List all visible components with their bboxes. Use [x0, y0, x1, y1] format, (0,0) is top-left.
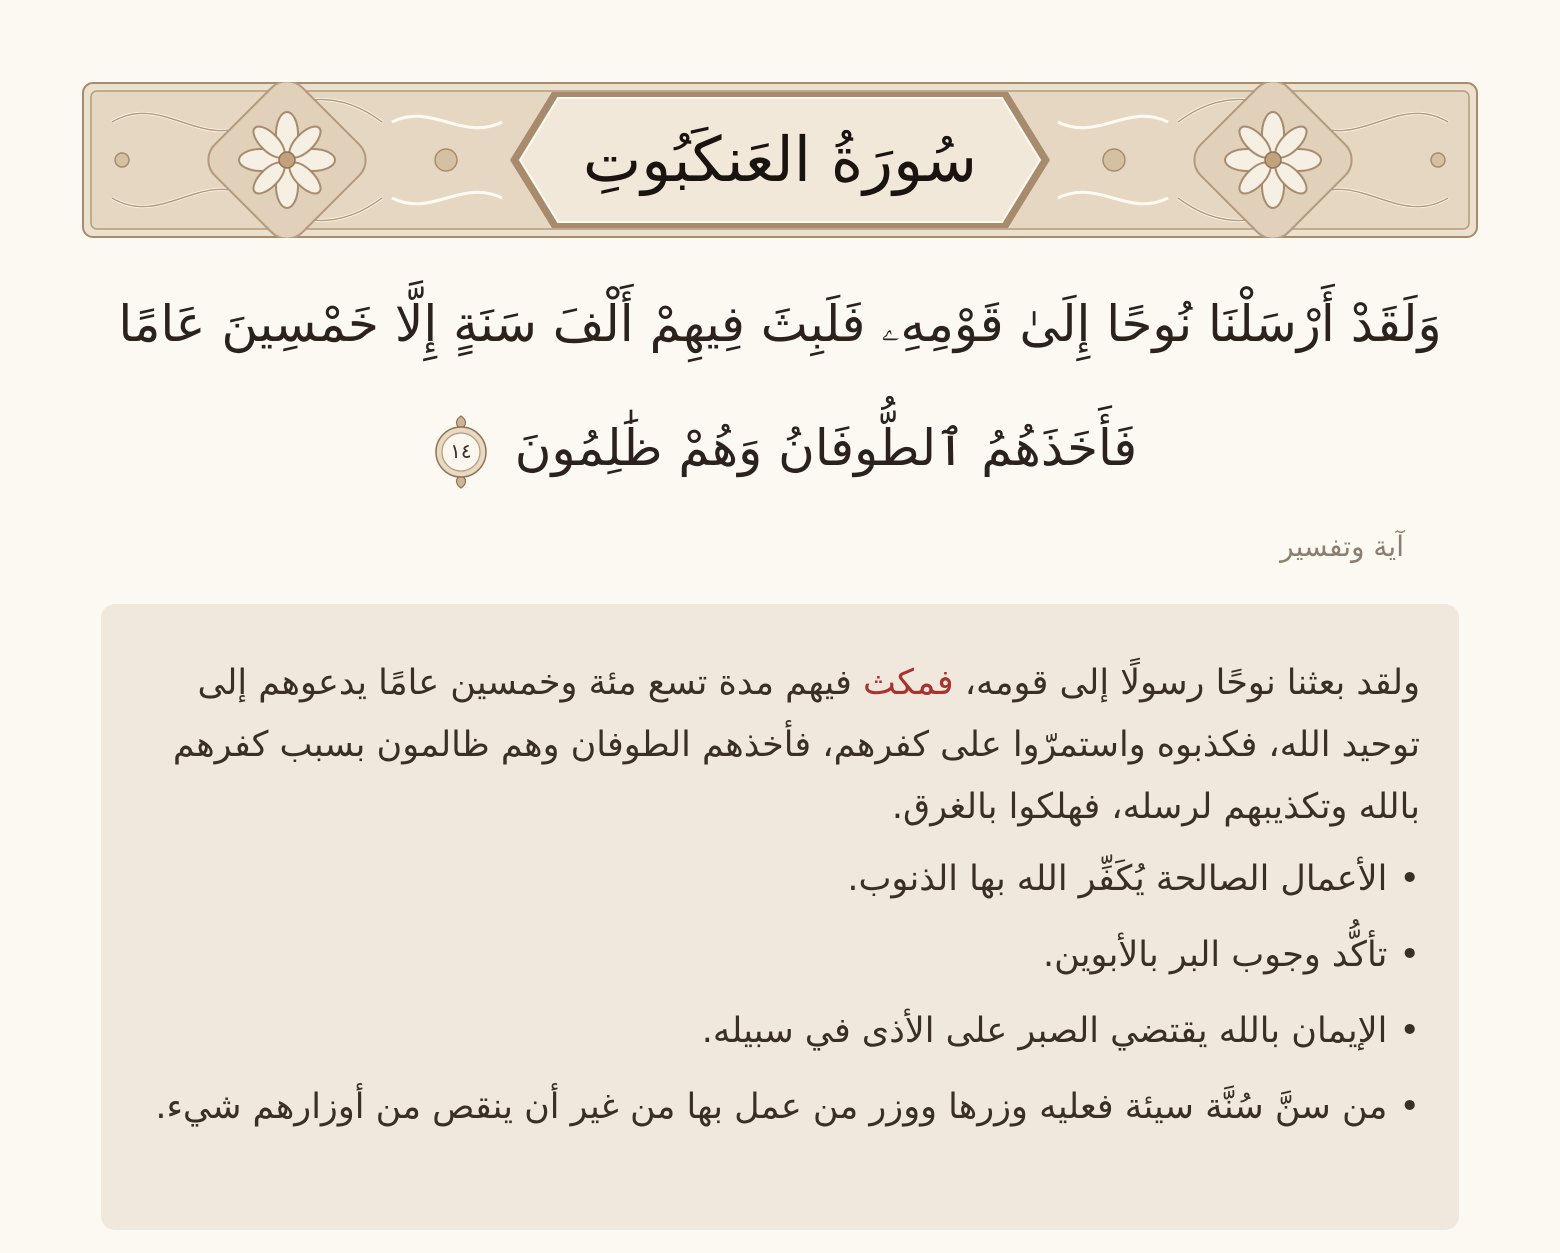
benefit-item — [140, 848, 1420, 910]
tafsir-text — [140, 652, 1420, 1152]
surah-title: سُورَةُ العَنكَبُوتِ — [582, 123, 978, 196]
surah-header-banner — [82, 82, 1478, 238]
benefit-text: الأعمال الصالحة يُكَفِّر الله بها الذنوب. — [847, 859, 1388, 899]
benefit-text: من سنَّ سُنَّة سيئة فعليه وزرها ووزر من عمل بها من غير أن ينقص من أوزارهم شيء. — [155, 1087, 1388, 1127]
bullet-icon: • — [1399, 935, 1420, 975]
benefit-item — [140, 1076, 1420, 1138]
tafsir-part-2: فيهم مدة تسع مئة وخمسين عامًا يدعوهم إلى توحيد الله، فكذبوه واستمرّوا على كفرهم، فأخذهم الطوفان وهم ظالمون بسبب كفرهم بالله وتكذيبهم لرسله، فهلكوا بالغرق. — [172, 663, 1420, 827]
section-label: آية وتفسير — [1280, 530, 1404, 563]
bullet-icon: • — [1399, 1011, 1420, 1051]
tafsir-paragraph — [140, 652, 1420, 838]
tafsir-part-1: ولقد بعثنا نوحًا رسولًا إلى قومه، — [953, 663, 1420, 703]
benefits-list — [140, 848, 1420, 1138]
benefit-text: تأكُّد وجوب البر بالأبوين. — [1043, 935, 1388, 975]
bullet-icon: • — [1399, 1087, 1420, 1127]
ayah-number-marker — [433, 414, 489, 490]
benefit-item — [140, 924, 1420, 986]
bullet-icon: • — [1399, 859, 1420, 899]
ayah-text-block — [90, 262, 1470, 510]
tafsir-highlight-word[interactable]: فمكث — [862, 663, 954, 703]
ayah-number: ١٤ — [450, 439, 472, 463]
ayah-text: وَلَقَدْ أَرْسَلْنَا نُوحًا إِلَىٰ قَوْمِهِۦ فَلَبِثَ فِيهِمْ أَلْفَ سَنَةٍ إِلَّا خَمْسِينَ عَامًا فَأَخَذَهُمُ ٱلطُّوفَانُ وَهُمْ ظَٰلِمُونَ — [118, 295, 1442, 477]
benefit-text: الإيمان بالله يقتضي الصبر على الأذى في سبيله. — [701, 1011, 1388, 1051]
benefit-item — [140, 1000, 1420, 1062]
